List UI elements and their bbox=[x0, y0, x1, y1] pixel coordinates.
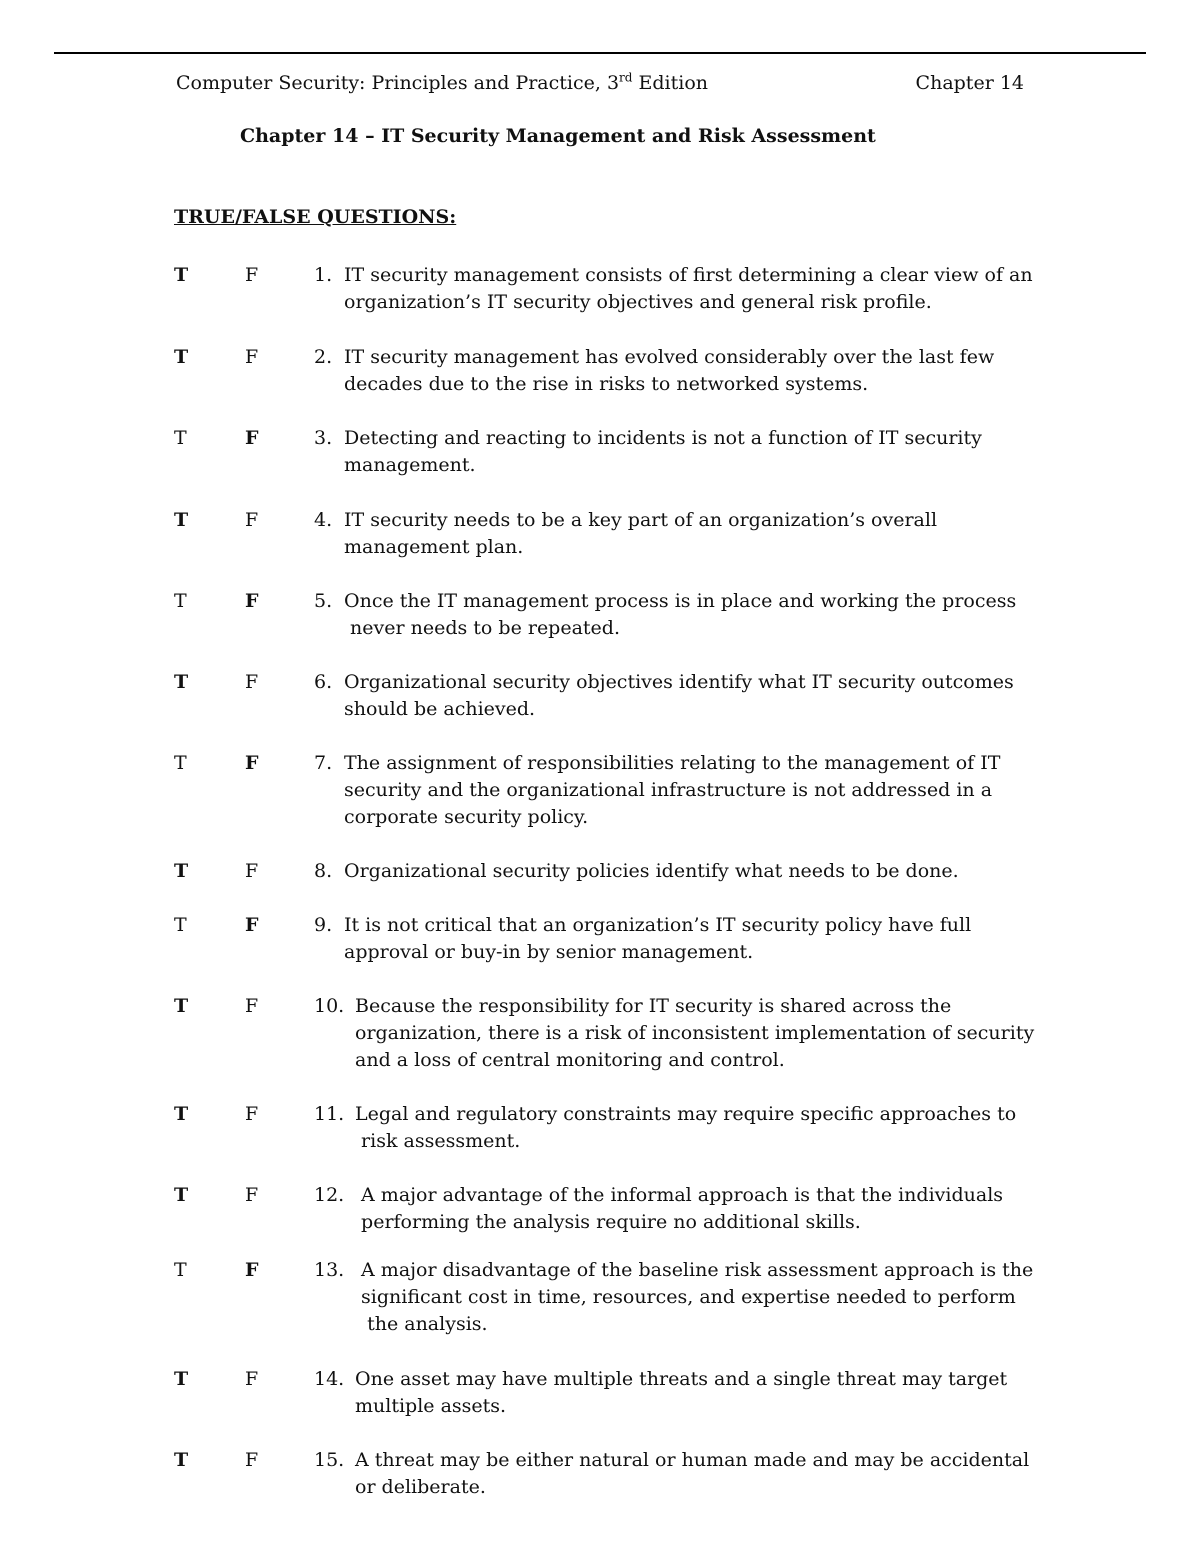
false-option: F bbox=[245, 590, 259, 612]
question-line: organization, there is a risk of inconsistent implementation of security bbox=[355, 1022, 1035, 1044]
question-line: It is not critical that an organization’s IT security policy have full bbox=[344, 914, 972, 936]
question-line: and a loss of central monitoring and control. bbox=[355, 1049, 785, 1071]
true-option: T bbox=[174, 1184, 189, 1206]
question-line: approval or buy-in by senior management. bbox=[344, 941, 754, 963]
question-text bbox=[355, 1447, 1045, 1501]
question-line: One asset may have multiple threats and a single threat may target bbox=[355, 1368, 1008, 1390]
false-option: F bbox=[245, 671, 259, 693]
question-text bbox=[355, 1257, 1045, 1338]
question-text bbox=[355, 993, 1045, 1074]
question-number: 2. bbox=[314, 346, 333, 368]
question-number: 8. bbox=[314, 860, 333, 882]
question-line: A threat may be either natural or human made and may be accidental bbox=[355, 1449, 1030, 1471]
question-text bbox=[344, 262, 1034, 316]
question-number: 6. bbox=[314, 671, 333, 693]
question-number: 4. bbox=[314, 509, 333, 531]
question-text bbox=[344, 425, 1034, 479]
question-number: 5. bbox=[314, 590, 333, 612]
true-option: T bbox=[174, 860, 189, 882]
question-line: Legal and regulatory constraints may require specific approaches to bbox=[355, 1103, 1017, 1125]
question-line: A major disadvantage of the baseline risk assessment approach is the bbox=[355, 1259, 1034, 1281]
true-option: T bbox=[174, 752, 187, 774]
question-number: 9. bbox=[314, 914, 333, 936]
book-title-text: Computer Security: Principles and Practice, 3 bbox=[176, 72, 620, 94]
question-line: Organizational security policies identify what needs to be done. bbox=[344, 860, 959, 882]
question-line: management. bbox=[344, 454, 476, 476]
false-option: F bbox=[245, 1368, 259, 1390]
true-option: T bbox=[174, 1449, 189, 1471]
book-title-edition: Edition bbox=[632, 72, 709, 94]
page-header bbox=[176, 72, 1024, 102]
false-option: F bbox=[245, 509, 259, 531]
false-option: F bbox=[245, 1449, 259, 1471]
true-option: T bbox=[174, 1259, 187, 1281]
question-text bbox=[344, 912, 1034, 966]
question-line: decades due to the rise in risks to networked systems. bbox=[344, 373, 869, 395]
false-option: F bbox=[245, 752, 259, 774]
question-number: 13. bbox=[314, 1259, 345, 1281]
top-rule bbox=[54, 52, 1146, 54]
true-option: T bbox=[174, 509, 189, 531]
true-option: T bbox=[174, 914, 187, 936]
question-number: 1. bbox=[314, 264, 333, 286]
question-line: A major advantage of the informal approach is that the individuals bbox=[355, 1184, 1004, 1206]
question-text bbox=[355, 1366, 1045, 1420]
question-text bbox=[344, 588, 1034, 642]
question-number: 10. bbox=[314, 995, 345, 1017]
question-line: management plan. bbox=[344, 536, 524, 558]
question-line: performing the analysis require no additional skills. bbox=[355, 1211, 861, 1233]
question-number: 3. bbox=[314, 427, 333, 449]
question-text bbox=[344, 344, 1034, 398]
book-title-superscript: rd bbox=[619, 70, 633, 85]
question-line: Because the responsibility for IT security is shared across the bbox=[355, 995, 952, 1017]
question-line: IT security management consists of first determining a clear view of an bbox=[344, 264, 1033, 286]
question-text bbox=[344, 858, 1034, 885]
question-text bbox=[344, 750, 1034, 831]
false-option: F bbox=[245, 264, 259, 286]
question-line: never needs to be repeated. bbox=[344, 617, 621, 639]
false-option: F bbox=[245, 1103, 259, 1125]
question-line: Once the IT management process is in place and working the process bbox=[344, 590, 1017, 612]
question-text bbox=[344, 507, 1034, 561]
true-option: T bbox=[174, 671, 189, 693]
true-option: T bbox=[174, 346, 189, 368]
false-option: F bbox=[245, 860, 259, 882]
question-line: Organizational security objectives identify what IT security outcomes bbox=[344, 671, 1014, 693]
question-text bbox=[355, 1101, 1045, 1155]
question-number: 14. bbox=[314, 1368, 345, 1390]
question-line: the analysis. bbox=[355, 1313, 488, 1335]
false-option: F bbox=[245, 1184, 259, 1206]
question-line: risk assessment. bbox=[355, 1130, 521, 1152]
false-option: F bbox=[245, 346, 259, 368]
false-option: F bbox=[245, 427, 259, 449]
chapter-title: Chapter 14 – IT Security Management and Risk Assessment bbox=[240, 125, 876, 147]
question-line: IT security management has evolved considerably over the last few bbox=[344, 346, 995, 368]
false-option: F bbox=[245, 995, 259, 1017]
book-title bbox=[176, 72, 708, 94]
true-option: T bbox=[174, 1368, 189, 1390]
question-number: 15. bbox=[314, 1449, 345, 1471]
question-line: multiple assets. bbox=[355, 1395, 507, 1417]
true-option: T bbox=[174, 264, 189, 286]
question-text bbox=[355, 1182, 1045, 1236]
question-line: IT security needs to be a key part of an organization’s overall bbox=[344, 509, 938, 531]
question-line: The assignment of responsibilities relating to the management of IT bbox=[344, 752, 1001, 774]
question-text bbox=[344, 669, 1034, 723]
false-option: F bbox=[245, 914, 259, 936]
true-option: T bbox=[174, 995, 189, 1017]
false-option: F bbox=[245, 1259, 259, 1281]
question-line: or deliberate. bbox=[355, 1476, 486, 1498]
true-option: T bbox=[174, 1103, 189, 1125]
true-option: T bbox=[174, 427, 187, 449]
true-option: T bbox=[174, 590, 187, 612]
question-number: 12. bbox=[314, 1184, 345, 1206]
question-line: significant cost in time, resources, and expertise needed to perform bbox=[355, 1286, 1016, 1308]
question-number: 7. bbox=[314, 752, 333, 774]
question-line: security and the organizational infrastructure is not addressed in a bbox=[344, 779, 993, 801]
question-line: organization’s IT security objectives and general risk profile. bbox=[344, 291, 932, 313]
question-line: corporate security policy. bbox=[344, 806, 589, 828]
question-line: should be achieved. bbox=[344, 698, 536, 720]
question-line: Detecting and reacting to incidents is not a function of IT security bbox=[344, 427, 982, 449]
header-chapter: Chapter 14 bbox=[915, 72, 1024, 94]
question-number: 11. bbox=[314, 1103, 345, 1125]
section-heading: TRUE/FALSE QUESTIONS: bbox=[174, 206, 457, 228]
